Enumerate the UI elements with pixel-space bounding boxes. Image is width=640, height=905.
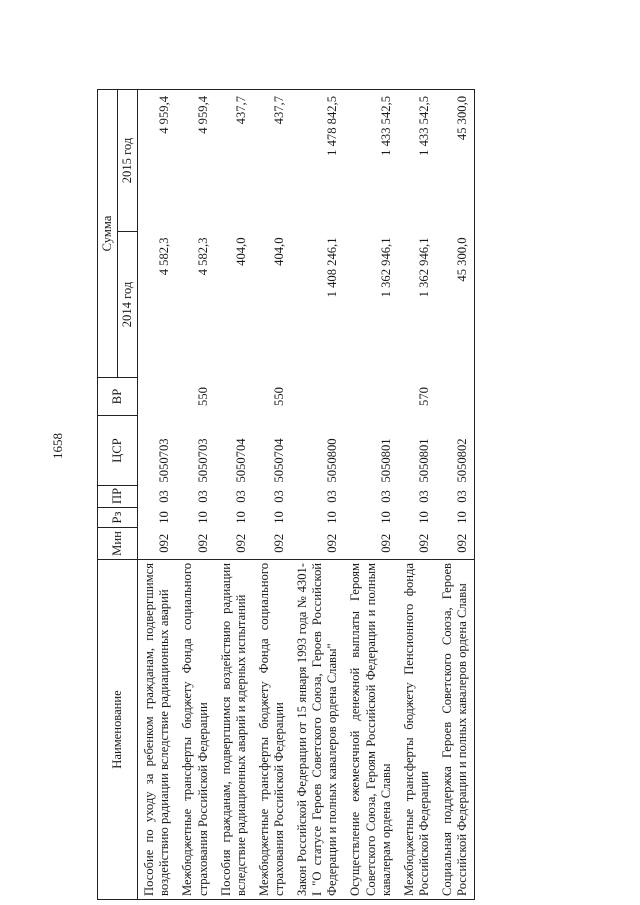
row-vr <box>291 378 344 416</box>
row-vr: 570 <box>416 387 431 406</box>
header-csr: ЦСР <box>98 416 138 486</box>
table-row <box>176 89 214 899</box>
row-name: Пособия гражданам, подвергшимся воздействию радиации вследствие радиационных аварий и ядерных испытаний <box>215 560 253 900</box>
table-row <box>436 89 475 899</box>
row-csr: 5050703 <box>157 438 172 483</box>
row-name: Осуществление ежемесячной денежной выплаты Героям Советского Союза, Героям Российской Федерации и полным кавалерам ордена Славы <box>344 560 397 900</box>
row-vr <box>215 378 253 416</box>
row-rz: 10 <box>157 511 172 524</box>
row-sum-2014: 1 362 946,1 <box>416 237 431 298</box>
row-name: Социальная поддержка Героев Советского Союза, Героев Российской Федерации и полных кавалеров ордена Славы <box>436 560 475 900</box>
row-rz: 10 <box>195 511 210 524</box>
row-min: 092 <box>378 533 393 553</box>
row-min: 092 <box>157 533 172 553</box>
row-name: Межбюджетные трансферты бюджету Пенсионного фонда Российской Федерации <box>398 560 436 900</box>
header-2014: 2014 год <box>118 232 138 378</box>
row-min: 092 <box>436 528 475 560</box>
row-sum-2015: 4 959,4 <box>138 89 177 231</box>
row-sum-2014: 4 582,3 <box>195 237 210 276</box>
header-name: Наименование <box>98 560 138 900</box>
row-csr: 5050800 <box>325 438 340 483</box>
row-sum-2014: 404,0 <box>233 237 248 266</box>
header-min: Мин <box>98 528 138 560</box>
row-vr <box>436 378 475 416</box>
row-csr: 5050703 <box>195 438 210 483</box>
row-min: 092 <box>325 533 340 553</box>
table-row <box>398 89 436 899</box>
row-pr: 03 <box>271 490 286 503</box>
row-pr: 03 <box>378 490 393 503</box>
header-rz: Рз <box>98 508 138 528</box>
header-vr: ВР <box>98 378 138 416</box>
row-min: 092 <box>233 533 248 553</box>
row-pr: 03 <box>436 486 475 508</box>
row-sum-2015: 1 433 542,5 <box>398 89 436 231</box>
row-sum-2015: 45 300,0 <box>436 89 475 231</box>
table-row <box>253 89 291 899</box>
row-rz: 10 <box>233 511 248 524</box>
row-vr <box>138 378 177 416</box>
row-rz: 10 <box>378 511 393 524</box>
header-pr: ПР <box>98 486 138 508</box>
row-pr: 03 <box>157 490 172 503</box>
row-vr <box>344 378 397 416</box>
table-row <box>344 89 397 899</box>
row-sum-2015: 437,7 <box>253 89 291 231</box>
row-rz: 10 <box>271 511 286 524</box>
row-sum-2014: 1 408 246,1 <box>325 237 340 298</box>
row-name: Межбюджетные трансферты бюджету Фонда социального страхования Российской Федерации <box>176 560 214 900</box>
table-row <box>138 89 177 899</box>
row-csr: 5050704 <box>233 438 248 483</box>
row-sum-2015: 437,7 <box>215 89 253 231</box>
row-pr: 03 <box>195 490 210 503</box>
budget-table <box>97 89 475 900</box>
header-2015: 2015 год <box>118 89 138 231</box>
row-pr: 03 <box>233 490 248 503</box>
header-sum: Сумма <box>98 89 118 377</box>
row-pr: 03 <box>325 490 340 503</box>
row-rz: 10 <box>416 511 431 524</box>
table-row <box>291 89 344 899</box>
row-rz: 10 <box>436 508 475 528</box>
row-sum-2015: 1 433 542,5 <box>344 89 397 231</box>
row-name: Пособие по уходу за ребенком гражданам, подвергшимся воздействию радиации вследствие радиационных аварий <box>138 560 177 900</box>
row-sum-2015: 1 478 842,5 <box>291 89 344 231</box>
row-csr: 5050801 <box>416 438 431 483</box>
row-rz: 10 <box>325 511 340 524</box>
row-sum-2014: 4 582,3 <box>157 237 172 276</box>
row-pr: 03 <box>416 490 431 503</box>
row-name: Закон Российской Федерации от 15 января 1993 года № 4301-I "О статусе Героев Советского Союза, Героев Российской Федерации и полных кавалеров ордена Славы" <box>291 560 344 900</box>
rotated-budget-table <box>97 90 597 900</box>
row-csr: 5050801 <box>378 438 393 483</box>
row-name: Межбюджетные трансферты бюджету Фонда социального страхования Российской Федерации <box>253 560 291 900</box>
row-min: 092 <box>271 533 286 553</box>
table-row <box>215 89 253 899</box>
row-sum-2014: 1 362 946,1 <box>378 237 393 298</box>
page-number: 1658 <box>50 433 65 459</box>
row-sum-2014: 45 300,0 <box>436 232 475 378</box>
row-sum-2014: 404,0 <box>271 237 286 266</box>
row-vr: 550 <box>271 387 286 406</box>
row-min: 092 <box>195 533 210 553</box>
row-csr: 5050802 <box>436 416 475 486</box>
row-csr: 5050704 <box>271 438 286 483</box>
row-min: 092 <box>416 533 431 553</box>
row-vr: 550 <box>195 387 210 406</box>
row-sum-2015: 4 959,4 <box>176 89 214 231</box>
